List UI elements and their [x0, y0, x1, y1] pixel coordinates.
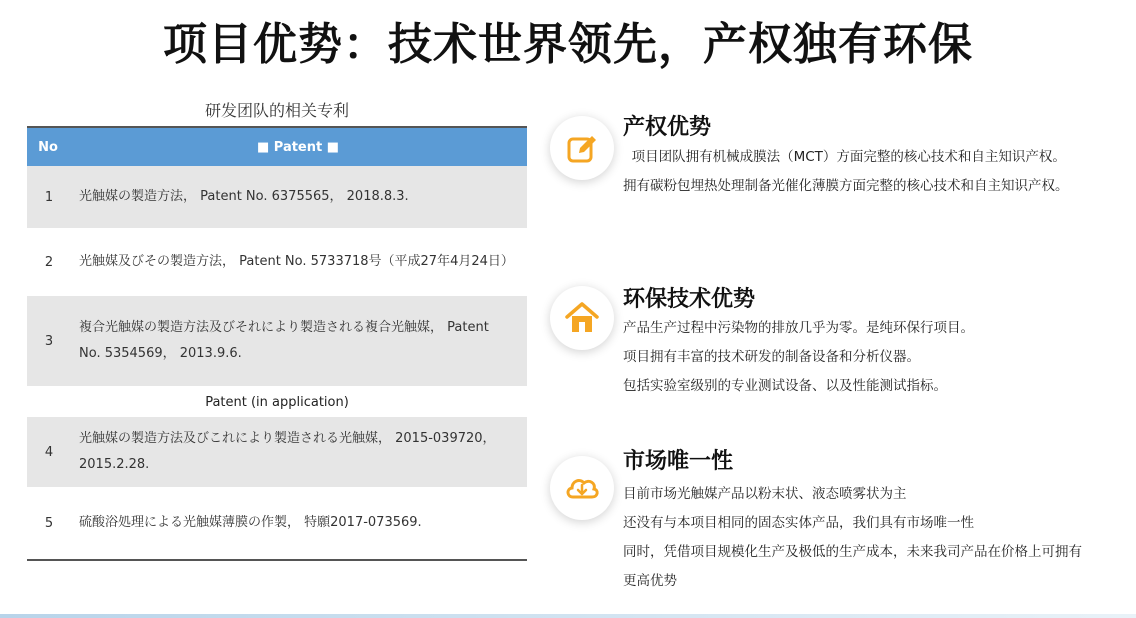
table-header [27, 128, 527, 166]
patent-text: 硫酸浴処理による光触媒薄膜の作製， 特願2017-073569. [79, 515, 422, 530]
patent-text: 光触媒の製造方法及びこれにより製造される光触媒， 2015-039720， 2015.2.28. [79, 431, 496, 472]
row-number: 3 [44, 333, 54, 349]
section-body [623, 480, 1083, 596]
page-title: 项目优势：技术世界领先，产权独有环保 [163, 19, 973, 70]
table-caption: 研发团队的相关专利 [204, 101, 349, 120]
section-body [623, 314, 1083, 401]
patent-text: 光触媒及びその製造方法， Patent No. 5733718号（平成27年4月24日） [79, 254, 514, 269]
edit-icon [550, 116, 614, 180]
section-body [623, 143, 1083, 201]
table-row [27, 166, 527, 229]
table-row [27, 488, 527, 559]
cloud-download-icon [550, 456, 614, 520]
patent-text: 光触媒の製造方法， Patent No. 6375565， 2018.8.3. [79, 189, 409, 204]
home-icon [550, 286, 614, 350]
column-header-patent: ■ Patent ■ [256, 139, 340, 155]
section-eco-advantage [550, 280, 1120, 410]
section-line: 项目拥有丰富的技术研发的制备设备和分析仪器。 [623, 349, 920, 365]
section-line: 同时，凭借项目规模化生产及极低的生产成本，未来我司产品在价格上可拥有更高优势 [623, 544, 1082, 589]
section-line: 还没有与本项目相同的固态实体产品，我们具有市场唯一性 [623, 515, 974, 531]
section-market-uniqueness [550, 442, 1120, 592]
row-number: 5 [44, 515, 54, 531]
patent-table [27, 126, 527, 561]
column-header-no: No [38, 139, 58, 155]
section-line: 拥有碳粉包埋热处理制备光催化薄膜方面完整的核心技术和自主知识产权。 [623, 178, 1069, 194]
row-number: 1 [44, 189, 54, 205]
section-title: 市场唯一性 [623, 449, 734, 474]
row-number: 2 [44, 254, 54, 270]
table-row [27, 296, 527, 387]
section-title: 产权优势 [623, 115, 712, 140]
table-row [27, 229, 527, 296]
patent-text: 複合光触媒の製造方法及びそれにより製造される複合光触媒， Patent No. 5354569， 2013.9.6. [79, 320, 489, 361]
row-number: 4 [44, 444, 54, 460]
section-line: 包括实验室级别的专业测试设备、以及性能测试指标。 [623, 378, 947, 394]
section-title: 环保技术优势 [623, 287, 756, 312]
section-line: 目前市场光触媒产品以粉末状、液态喷雾状为主 [623, 486, 907, 502]
section-line: 项目团队拥有机械成膜法（MCT）方面完整的核心技术和自主知识产权。 [623, 149, 1066, 165]
section-line: 产品生产过程中污染物的排放几乎为零。是纯环保行项目。 [623, 320, 974, 336]
section-ip-advantage [550, 108, 1120, 258]
bottom-divider [0, 614, 1136, 618]
table-subheader: Patent (in application) [27, 387, 527, 417]
table-row [27, 417, 527, 488]
